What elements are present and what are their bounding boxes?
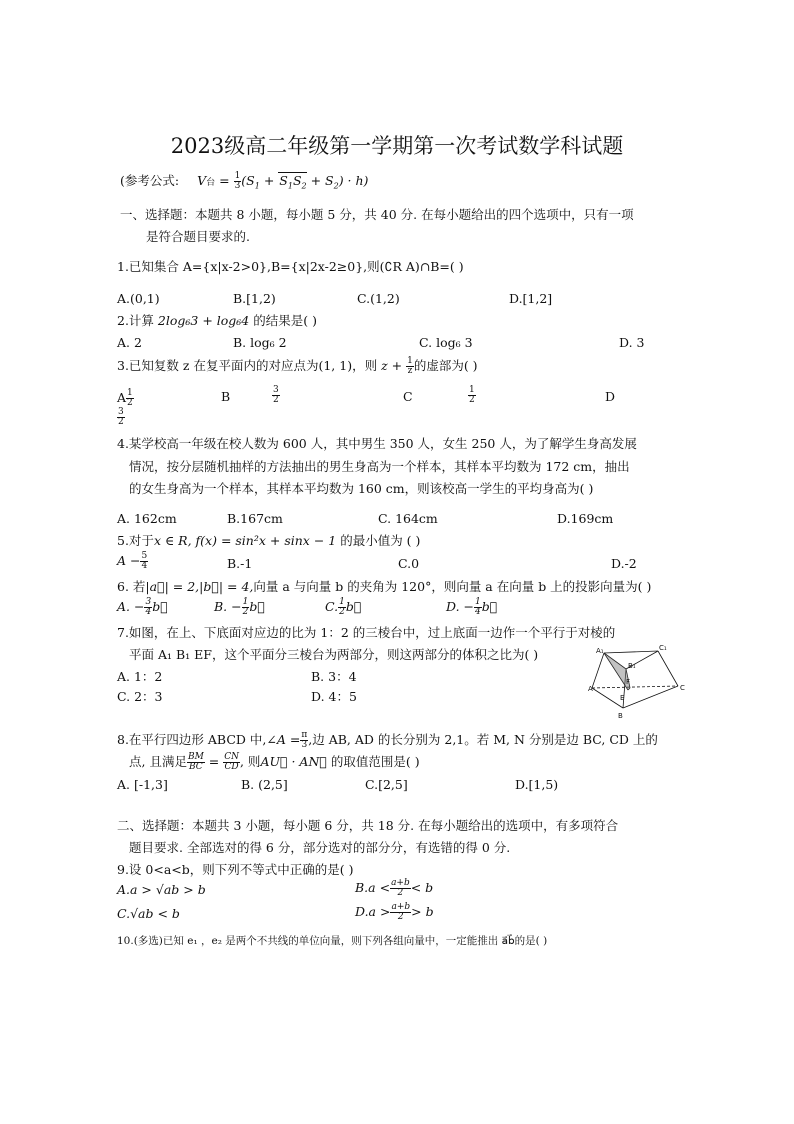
q9-stem: 9.设 0<a<b，则下列不等式中正确的是( ) [117, 862, 354, 877]
q2-option-b: B. log₆ 2 [233, 335, 287, 350]
q5-expression: x ∈ R, f(x) = sin²x + sinx − 1 [153, 533, 337, 548]
formula-prefix: (参考公式: [120, 173, 180, 188]
q9-option-d: D.a > $\frac{a+b}{2}$ > b [355, 902, 434, 922]
q6-option-d: D. − $\frac{1}{4}$ b⃗ [446, 597, 498, 617]
q7-option-d: D. 4：5 [311, 689, 357, 704]
q2-option-a: A. 2 [117, 335, 142, 350]
q5-option-a: A − $\frac{5}{4}$ [117, 551, 148, 571]
q8-option-d: D.[1,5) [515, 777, 559, 792]
fig-label-f: F [626, 678, 631, 686]
q4-line3: 的女生身高为一个样本，其样本平均数为 160 cm，则该校高一学生的平均身高为( ) [129, 481, 594, 496]
q8-option-b: B. (2,5] [241, 777, 288, 792]
q8-line1: 8.在平行四边形 ABCD 中,∠A = $\frac{\pi}{3}$ ,边 AB, AD 的长分别为 2,1。若 M, N 分别是边 BC, CD 上的 [117, 730, 658, 750]
q1-option-b: B.[1,2) [233, 291, 276, 306]
q7-line1: 7.如图，在上、下底面对应边的比为 1：2 的三棱台中，过上底面一边作一个平行于对棱的 [117, 625, 616, 640]
q3-stem: 3.已知复数 z 在复平面内的对应点为(1, 1)，则 z + $\frac{1}{z}$ 的虚部为( ) [117, 356, 478, 376]
q4-option-d: D.169cm [557, 511, 614, 526]
q5-stem-suffix: 的最小值为 ( ) [336, 533, 421, 548]
q6-stem-suffix: 向量 a 与向量 b 的夹角为 120°，则向量 a 在向量 b 上的投影向量为( ) [253, 579, 652, 594]
q5-stem [117, 533, 420, 549]
q3-option-b-value: $\frac{3}{2}$ [273, 385, 279, 405]
fig-label-c: C [680, 684, 685, 692]
q7-option-c: C. 2：3 [117, 689, 163, 704]
q4-option-a: A. 162cm [117, 511, 177, 526]
exam-title: 2023级高二年级第一学期第一次考试数学科试题 [170, 134, 624, 158]
section1-line1: 一、选择题：本题共 8 小题，每小题 5 分，共 40 分. 在每小题给出的四个选项中，只有一项 [120, 207, 634, 222]
q8-option-a: A. [-1,3] [117, 777, 168, 792]
q9-option-a: A.a > √ab > b [117, 882, 206, 897]
q2-option-d: D. 3 [619, 335, 645, 350]
q7-line2: 平面 A₁ B₁ EF，这个平面分三棱台为两部分，则这两部分的体积之比为( ) [129, 647, 539, 662]
q3-option-a: A $\frac{1}{2}$ [117, 388, 133, 408]
fig-label-a1: A₁ [596, 647, 604, 655]
q4-line2: 情况，按分层随机抽样的方法抽出的男生身高为一个样本，其样本平均数为 172 cm，抽出 [129, 459, 630, 474]
q5-option-c: C.0 [398, 556, 420, 571]
q5-option-b: B.-1 [227, 556, 253, 571]
q3-option-c-value: $\frac{1}{2}$ [469, 385, 475, 405]
q6-option-b: B. − $\frac{1}{2}$ b⃗ [214, 597, 265, 617]
q4-line1: 4.某学校高一年级在校人数为 600 人，其中男生 350 人，女生 250 人，为了解学生身高发展 [117, 436, 637, 451]
section1-line2: 是符合题目要求的. [146, 229, 250, 244]
fig-label-c1: C₁ [659, 644, 667, 652]
reference-formula: (参考公式: V台 = $\frac{1}{3}$ $(S_1 + S_1S_2 + S_2) \cdot h$) [120, 171, 369, 191]
fig-label-b1: B₁ [628, 662, 636, 670]
q3-option-d-value: $\frac{3}{2}$ [118, 407, 124, 427]
q5-option-d: D.-2 [611, 556, 637, 571]
q9-option-b: B.a < $\frac{a+b}{2}$ < b [355, 878, 434, 898]
q1-option-a: A.(0,1) [117, 291, 160, 306]
q7-option-a: A. 1：2 [117, 669, 163, 684]
fig-label-e: E [620, 694, 625, 702]
section2-line2: 题目要求. 全部选对的得 6 分，部分选对的部分分，有选错的得 0 分. [129, 840, 511, 855]
q6-option-c: C. $\frac{1}{2}$ b⃗ [325, 597, 362, 617]
q7-option-b: B. 3：4 [311, 669, 357, 684]
q6-stem-prefix: 6. 若 [117, 579, 146, 594]
q1-option-c: C.(1,2) [357, 291, 400, 306]
q8-line2: 点, 且满足 $\frac{BM}{BC}$ = $\frac{CN}{CD}$ , 则AU⃗ · AN⃗ 的取值范围是( ) [129, 752, 420, 772]
q3-option-c-label: C [403, 389, 413, 404]
q4-option-c: C. 164cm [378, 511, 438, 526]
q8-option-c: C.[2,5] [365, 777, 408, 792]
q2-stem-suffix: 的结果是( ) [249, 313, 317, 328]
q6-expression: |a⃗| = 2,|b⃗| = 4, [145, 579, 254, 594]
q2-stem [117, 313, 317, 329]
q3-option-d-label: D [605, 389, 616, 404]
q2-stem-prefix: 2.计算 [117, 313, 158, 328]
q6-option-a: A. − $\frac{3}{4}$ b⃗ [117, 597, 168, 617]
q3-stem-prefix: 3.已知复数 z 在复平面内的对应点为(1, 1)，则 [117, 358, 378, 373]
q2-expression: 2log₆3 + log₆4 [157, 313, 250, 328]
fig-label-b: B [618, 712, 623, 720]
frustum-figure [588, 644, 690, 720]
section2-line1: 二、选择题：本题共 3 小题，每小题 6 分，共 18 分. 在每小题给出的选项中，有多项符合 [117, 818, 619, 833]
q3-stem-suffix: 的虚部为( ) [413, 358, 478, 373]
q3-option-b-label: B [221, 389, 231, 404]
q1-stem: 1.已知集合 A={x|x-2>0},B={x|2x-2≥0},则(∁R A)∩B=( ) [117, 259, 464, 274]
q10-stem: 10.(多选)已知 e₁ ，e₂ 是两个不共线的单位向量，则下列各组向量中，一定能推出 a⃗b⃗的是( ) [117, 935, 548, 947]
q4-option-b: B.167cm [227, 511, 283, 526]
q2-option-c: C. log₆ 3 [419, 335, 473, 350]
q6-stem [117, 579, 651, 595]
fig-label-a: A [588, 685, 593, 693]
q9-option-c: C.√ab < b [117, 906, 180, 921]
q1-option-d: D.[1,2] [509, 291, 553, 306]
q5-stem-prefix: 5.对于 [117, 533, 154, 548]
